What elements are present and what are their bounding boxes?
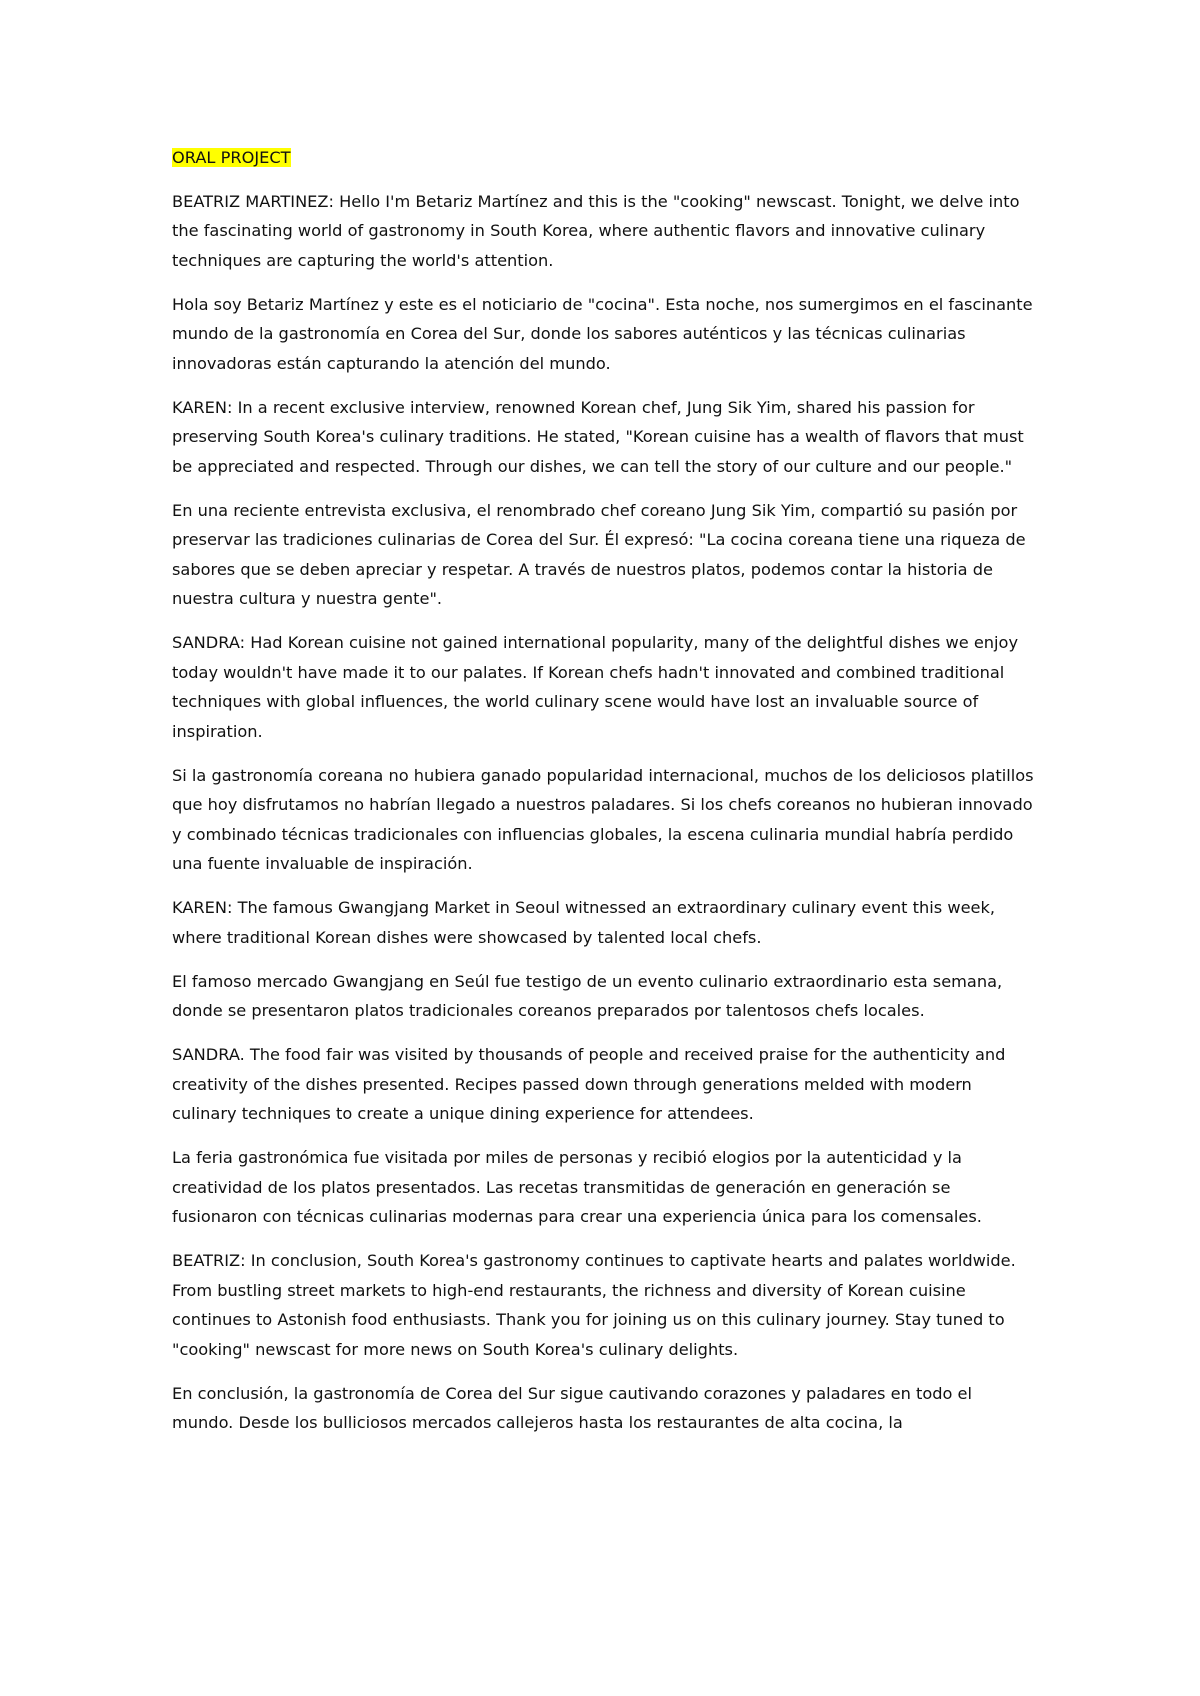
paragraph-beatriz-intro-es: Hola soy Betariz Martínez y este es el noticiario de "cocina". Esta noche, nos sumergimos en el fascinante mundo de la gastronomía en Corea del Sur, donde los sabores auténticos y las técnicas culinarias innovadoras están capturando la atención del mundo. [172, 294, 1033, 373]
paragraph-karen-market-en: KAREN: The famous Gwangjang Market in Seoul witnessed an extraordinary culinary event this week, where traditional Korean dishes were showcased by talented local chefs. [172, 898, 996, 947]
paragraph-sandra-popularity-es: Si la gastronomía coreana no hubiera ganado popularidad internacional, muchos de los deliciosos platillos que hoy disfrutamos no habrían llegado a nuestros paladares. Si los chefs coreanos no hubieran innovado y combinado técnicas tradicionales con influencias globales, la escena culinaria mundial habría perdido una fuente invaluable de inspiración. [172, 765, 1034, 873]
document-body [172, 143, 1034, 1452]
paragraph-beatriz-conclusion-es: En conclusión, la gastronomía de Corea del Sur sigue cautivando corazones y paladares en todo el mundo. Desde los bulliciosos mercados callejeros hasta los restaurantes de alta cocina, la [172, 1383, 973, 1432]
paragraph-karen-interview-en: KAREN: In a recent exclusive interview, renowned Korean chef, Jung Sik Yim, shared his passion for preserving South Korea's culinary traditions. He stated, "Korean cuisine has a wealth of flavors that must be appreciated and respected. Through our dishes, we can tell the story of our culture and our people." [172, 397, 1024, 476]
paragraph-sandra-popularity-en: SANDRA: Had Korean cuisine not gained international popularity, many of the delightful dishes we enjoy today wouldn't have made it to our palates. If Korean chefs hadn't innovated and combined traditional techniques with global influences, the world culinary scene would have lost an invaluable source of inspiration. [172, 633, 1019, 741]
document-title [172, 143, 1034, 173]
paragraph-beatriz-conclusion-en: BEATRIZ: In conclusion, South Korea's gastronomy continues to captivate hearts and palates worldwide. From bustling street markets to high-end restaurants, the richness and diversity of Korean cuisine continues to Astonish food enthusiasts. Thank you for joining us on this culinary journey. Stay tuned to "cooking" newscast for more news on South Korea's culinary delights. [172, 1251, 1016, 1359]
paragraph-karen-interview-es: En una reciente entrevista exclusiva, el renombrado chef coreano Jung Sik Yim, compartió su pasión por preservar las tradiciones culinarias de Corea del Sur. Él expresó: "La cocina coreana tiene una riqueza de sabores que se deben apreciar y respetar. A través de nuestros platos, podemos contar la historia de nuestra cultura y nuestra gente". [172, 500, 1026, 608]
paragraph-sandra-fair-es: La feria gastronómica fue visitada por miles de personas y recibió elogios por la autenticidad y la creatividad de los platos presentados. Las recetas transmitidas de generación en generación se fusionaron con técnicas culinarias modernas para crear una experiencia única para los comensales. [172, 1148, 982, 1226]
paragraph-karen-market-es: El famoso mercado Gwangjang en Seúl fue testigo de un evento culinario extraordinario esta semana, donde se presentaron platos tradicionales coreanos preparados por talentosos chefs locales. [172, 971, 1003, 1020]
paragraph-beatriz-intro-en: BEATRIZ MARTINEZ: Hello I'm Betariz Martínez and this is the "cooking" newscast. Tonight, we delve into the fascinating world of gastronomy in South Korea, where authentic flavors and innovative culinary techniques are capturing the world's attention. [172, 191, 1020, 270]
title-highlight: ORAL PROJECT [172, 148, 291, 167]
paragraph-sandra-fair-en: SANDRA. The food fair was visited by thousands of people and received praise for the authenticity and creativity of the dishes presented. Recipes passed down through generations melded with modern culinary techniques to create a unique dining experience for attendees. [172, 1045, 1006, 1123]
